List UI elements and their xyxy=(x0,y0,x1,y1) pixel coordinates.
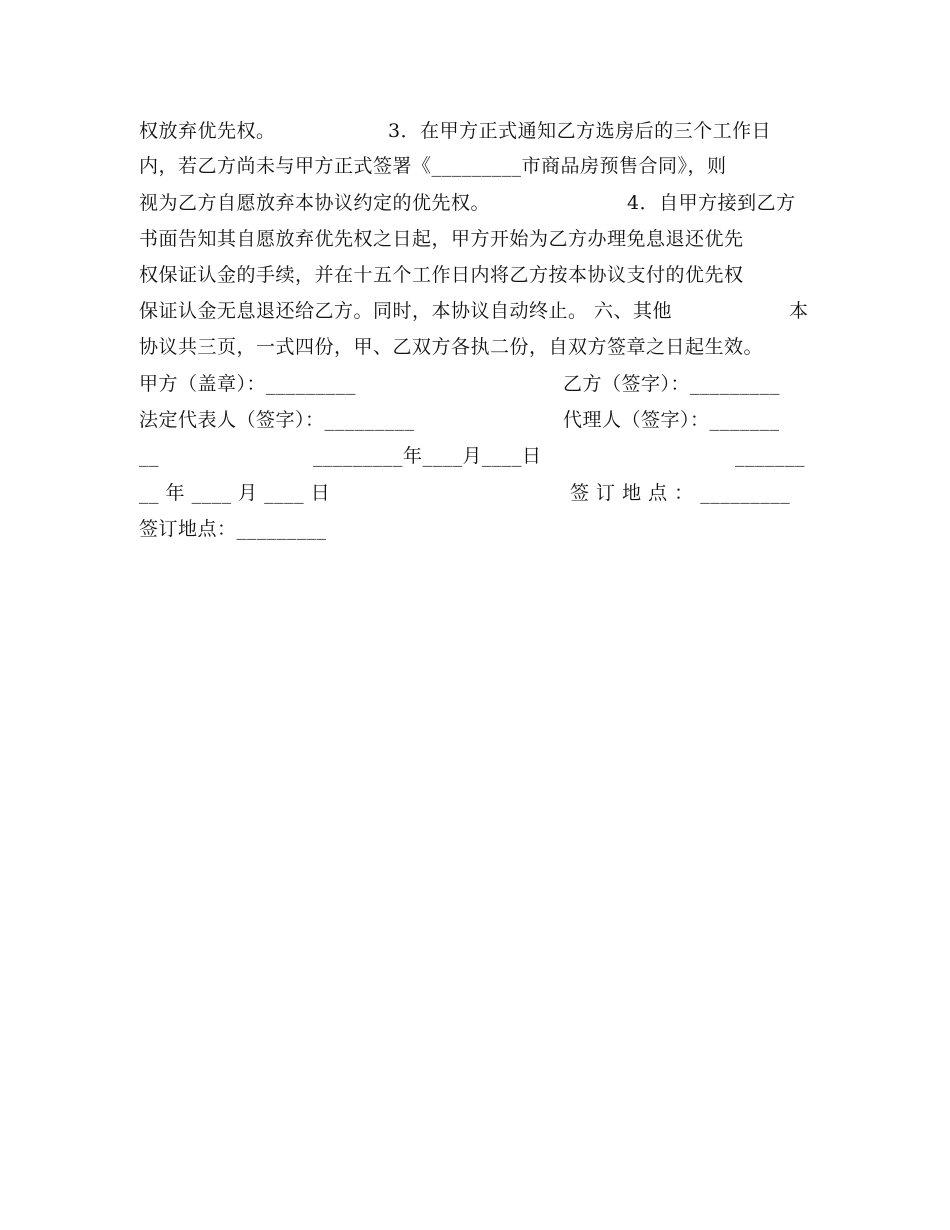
text-segment: 书面告知其自愿放弃优先权之日起，甲方开始为乙方办理免息退还优先 xyxy=(139,228,744,250)
text-segment: 保证认金无息退还给乙方。同时，本协议自动终止。 六、其他 xyxy=(139,300,673,322)
text-segment: 签订地点：_________ xyxy=(139,518,327,540)
text-segment: 视为乙方自愿放弃本协议约定的优先权。 xyxy=(139,192,491,214)
text-line-8 xyxy=(139,369,819,399)
text-segment: 本 xyxy=(789,300,809,322)
text-line-5 xyxy=(139,260,819,290)
text-segment: 权保证认金的手续，并在十五个工作日内将乙方按本协议支付的优先权 xyxy=(139,264,744,286)
text-segment: 签 订 地 点 ： _________ xyxy=(570,482,791,504)
text-line-4 xyxy=(139,224,819,254)
text-line-9 xyxy=(139,405,819,435)
text-line-7 xyxy=(139,332,819,362)
text-line-6 xyxy=(139,296,819,326)
text-line-1 xyxy=(139,116,819,146)
text-segment: __ 年 ____ 月 ____ 日 xyxy=(139,482,331,504)
text-line-12 xyxy=(139,514,819,544)
text-segment: 协议共三页，一式四份，甲、乙双方各执二份，自双方签章之日起生效。 xyxy=(139,336,764,358)
text-segment: 内，若乙方尚未与甲方正式签署《_________市商品房预售合同》，则 xyxy=(139,155,727,177)
text-segment: 乙方（签字）：_________ xyxy=(563,373,781,395)
text-segment: 4．自甲方接到乙方 xyxy=(627,192,796,214)
text-segment: 权放弃优先权。 xyxy=(139,120,276,142)
text-segment: 法定代表人（签字）：_________ xyxy=(139,409,415,431)
text-line-11 xyxy=(139,478,819,508)
text-segment: _______ xyxy=(735,445,805,467)
text-segment: __ xyxy=(139,445,159,467)
text-line-2 xyxy=(139,151,819,181)
text-line-10 xyxy=(139,441,819,471)
text-segment: 3．在甲方正式通知乙方选房后的三个工作日 xyxy=(388,120,772,142)
text-segment: 代理人（签字）：_______ xyxy=(563,409,780,431)
text-line-3 xyxy=(139,188,819,218)
text-segment: _________年____月____日 xyxy=(313,445,542,467)
text-segment: 甲方（盖章）：_________ xyxy=(139,373,357,395)
